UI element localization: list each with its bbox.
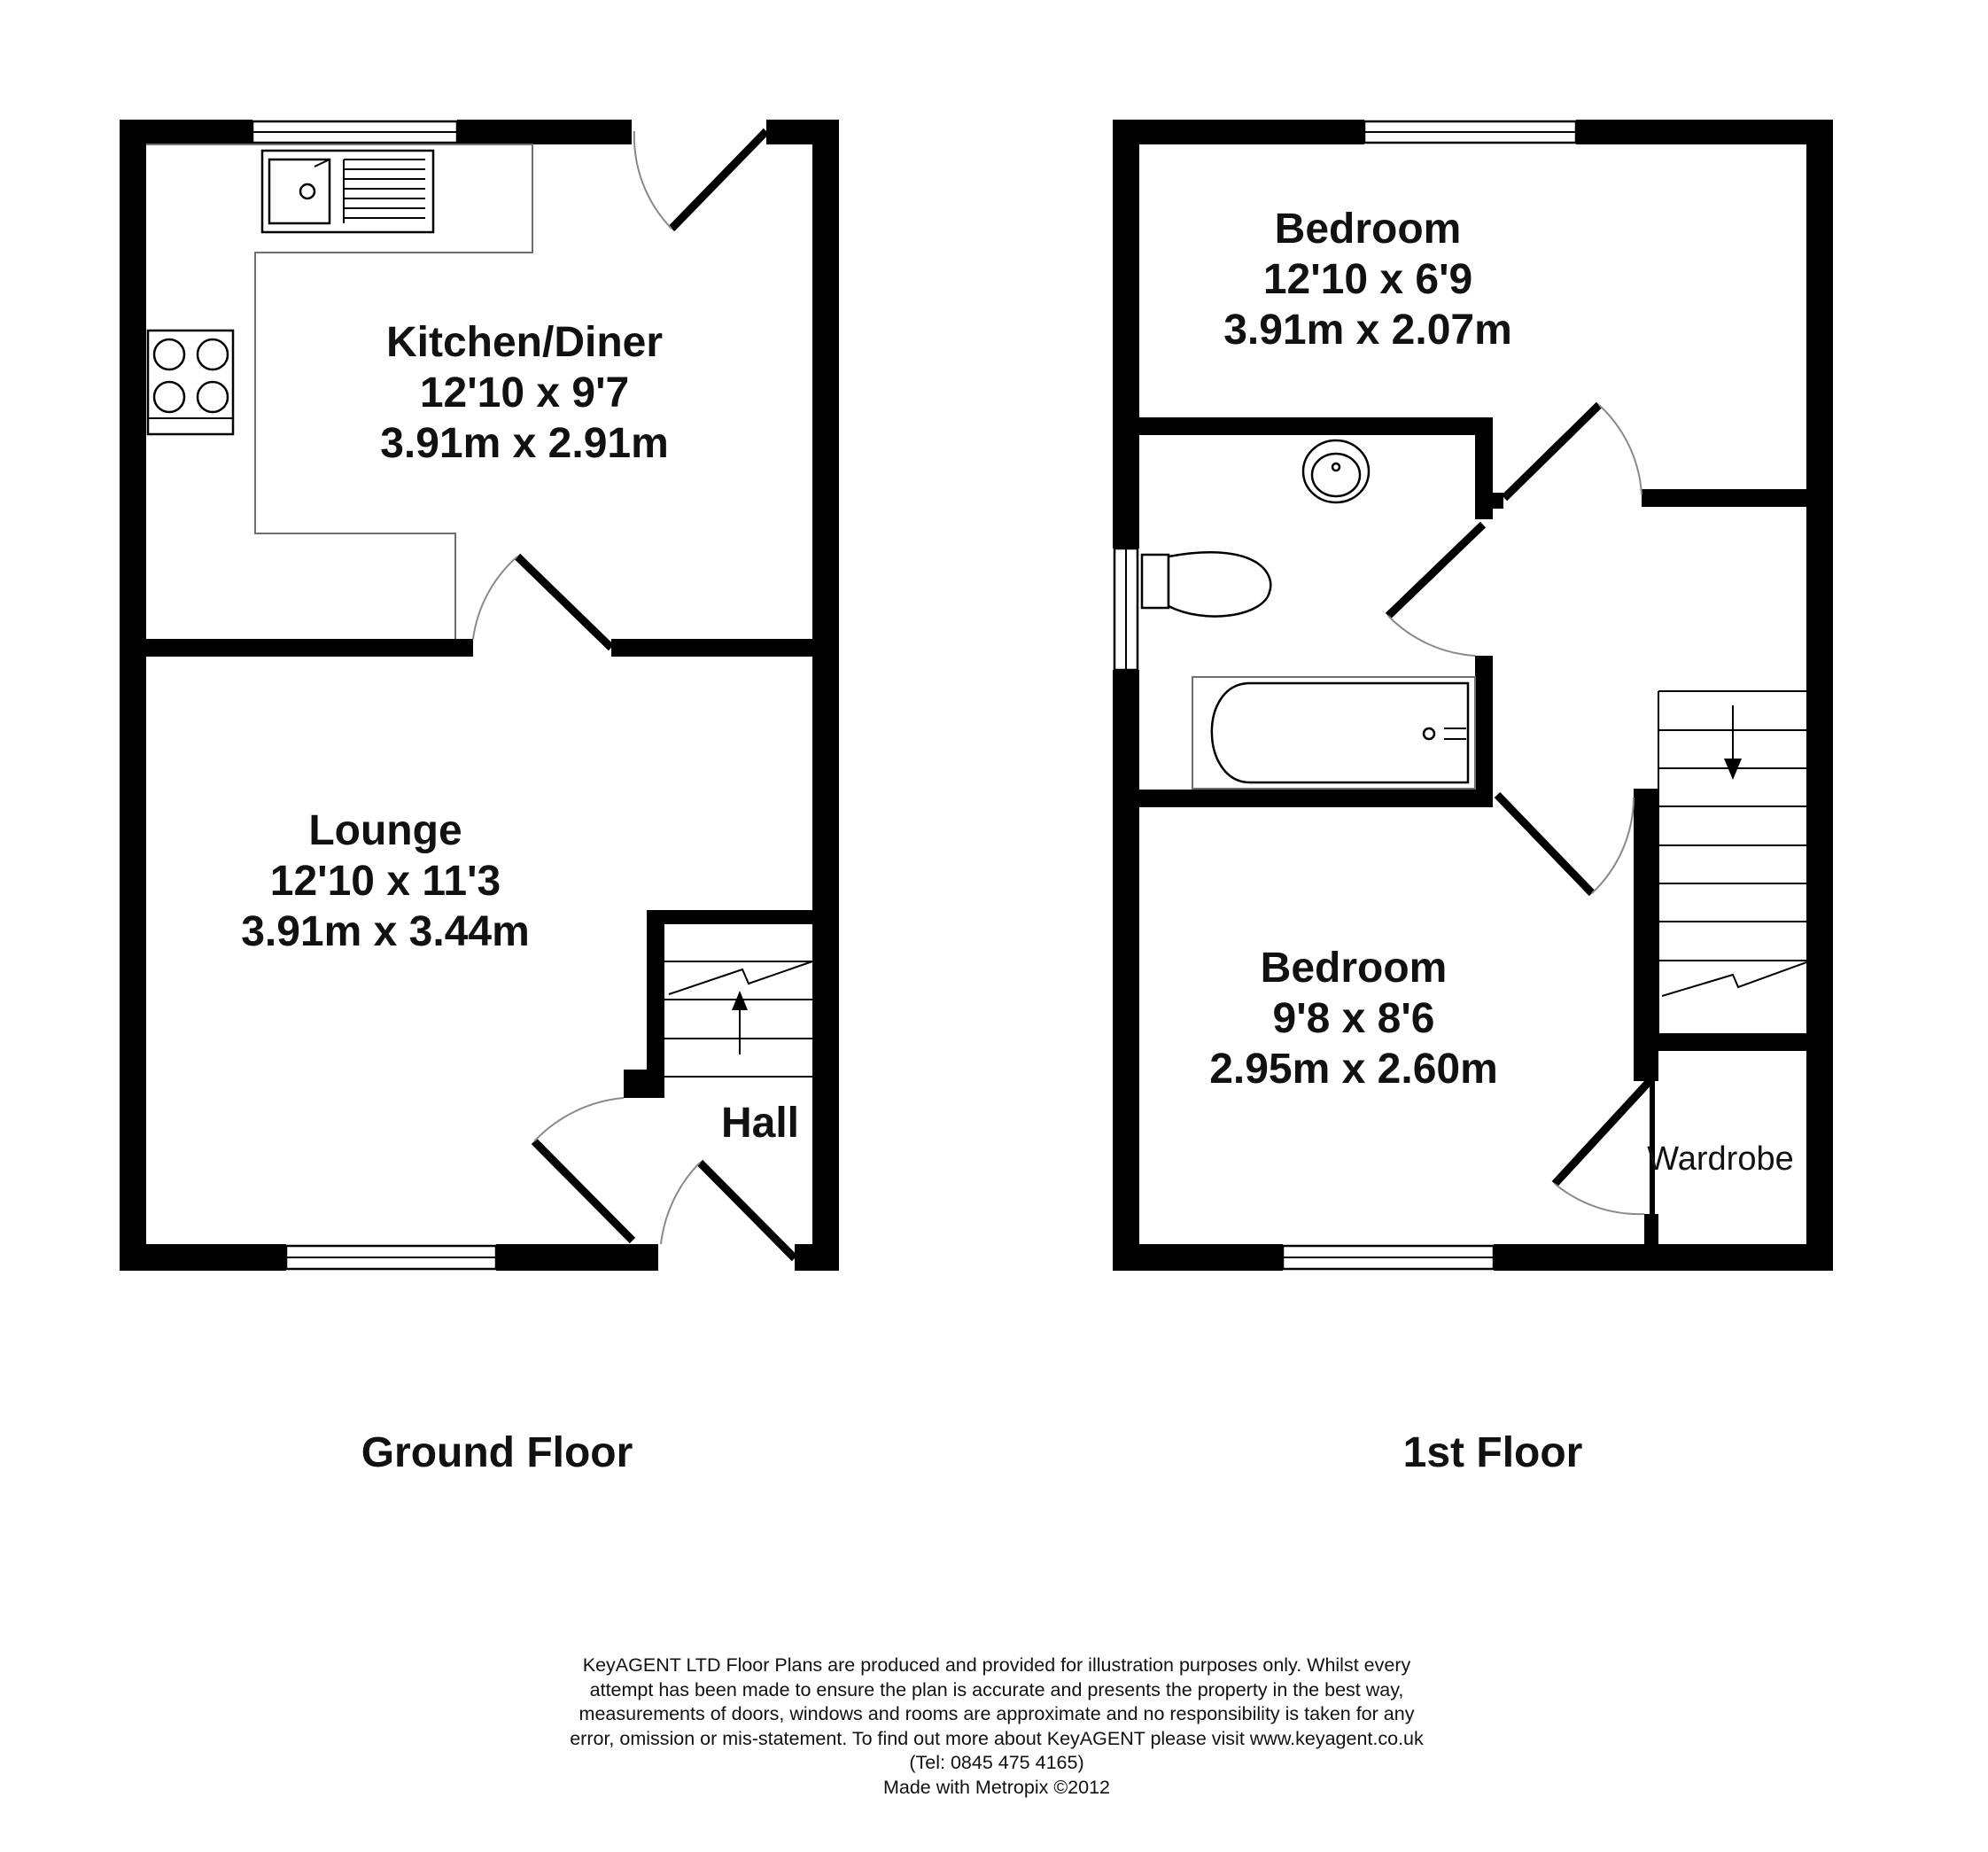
wardrobe-name: Wardrobe [1647, 1140, 1794, 1178]
lounge-metric-size: 3.91m x 3.44m [241, 908, 530, 955]
bedroom2-imperial-size: 9'8 x 8'6 [1272, 995, 1435, 1042]
basin-icon [1303, 440, 1369, 502]
first-wall-bottom-right [1494, 1244, 1833, 1271]
ground-wall-left [120, 120, 146, 1271]
bedroom1-imperial-size: 12'10 x 6'9 [1262, 256, 1473, 303]
hall-lounge-door [534, 1098, 633, 1241]
bathroom-door [1388, 525, 1483, 656]
lounge-name: Lounge [308, 807, 462, 854]
landing-top-wall [1642, 489, 1806, 507]
kitchen-metric-size: 3.91m x 2.91m [380, 420, 669, 467]
wardrobe-left-wall-lower [1644, 1214, 1658, 1249]
bedroom2-name: Bedroom [1260, 945, 1448, 992]
kitchen-imperial-size: 12'10 x 9'7 [419, 370, 630, 416]
hall-wall-left [647, 910, 664, 1080]
bedroom1-bathroom-wall [1139, 417, 1491, 435]
disclaimer-line: measurements of doors, windows and rooms are approximate and no responsibility is taken for any [579, 1703, 1415, 1724]
ground-stairs [664, 961, 812, 1077]
lounge-imperial-size: 12'10 x 11'3 [269, 858, 501, 905]
bath-icon [1192, 677, 1475, 789]
first-wall-right [1806, 120, 1833, 1271]
front-door [661, 1163, 795, 1258]
disclaimer-line: KeyAGENT LTD Floor Plans are produced and provided for illustration purposes only. Whilst every [582, 1654, 1411, 1676]
bathroom-bedroom2-wall [1139, 790, 1493, 807]
bedroom2-door [1497, 795, 1634, 893]
sink-icon [262, 151, 433, 232]
ground-wall-bottom-left [120, 1244, 286, 1271]
disclaimer-line: (Tel: 0845 475 4165) [909, 1752, 1084, 1773]
ground-wall-right [812, 120, 839, 1271]
toilet-icon [1142, 552, 1270, 616]
ground-wall-divider-right [611, 639, 812, 657]
disclaimer-text [496, 1654, 1497, 1800]
first-wall-left-upper [1113, 120, 1139, 549]
kitchen-external-door [634, 131, 766, 229]
ground-wall-top-mid [457, 120, 632, 144]
bedroom2-metric-size: 2.95m x 2.60m [1209, 1046, 1498, 1093]
disclaimer-line: error, omission or mis-statement. To find out more about KeyAGENT please visit www.keyagent.co.uk [570, 1727, 1424, 1749]
ground-wall-bottom-mid [496, 1244, 658, 1271]
hall-wall-notch [624, 1070, 664, 1098]
kitchen-name: Kitchen/Diner [385, 319, 664, 366]
ground-wall-bottom-right [795, 1244, 839, 1271]
wardrobe-top-wall [1644, 1033, 1806, 1051]
first-floor-title: 1st Floor [1402, 1429, 1583, 1476]
bedroom1-door [1504, 405, 1642, 498]
disclaimer-line: attempt has been made to ensure the plan is accurate and presents the property in the best way, [589, 1678, 1404, 1700]
first-floor-plan [1113, 120, 1833, 1271]
first-wall-top-left [1113, 120, 1364, 144]
bathroom-right-wall-nib [1491, 493, 1503, 509]
ground-floor-title: Ground Floor [361, 1429, 633, 1476]
ground-floor-plan [120, 120, 839, 1271]
first-wall-left-lower [1113, 670, 1139, 1271]
first-stairs [1658, 691, 1806, 1033]
first-wall-top-right [1576, 120, 1833, 144]
hall-wall-top [647, 910, 812, 924]
kitchen-lounge-door [473, 556, 611, 648]
ground-wall-divider-left [146, 639, 473, 657]
bathroom-right-wall-upper [1475, 417, 1493, 519]
hall-name: Hall [720, 1100, 800, 1147]
first-wall-bottom-left [1113, 1244, 1283, 1271]
hob-icon [148, 331, 233, 434]
bathroom-right-wall-lower [1475, 656, 1493, 807]
disclaimer-line: Made with Metropix ©2012 [882, 1776, 1111, 1798]
bedroom1-metric-size: 3.91m x 2.07m [1223, 307, 1512, 354]
bedroom1-name: Bedroom [1274, 206, 1462, 253]
wardrobe-door [1555, 1081, 1650, 1214]
